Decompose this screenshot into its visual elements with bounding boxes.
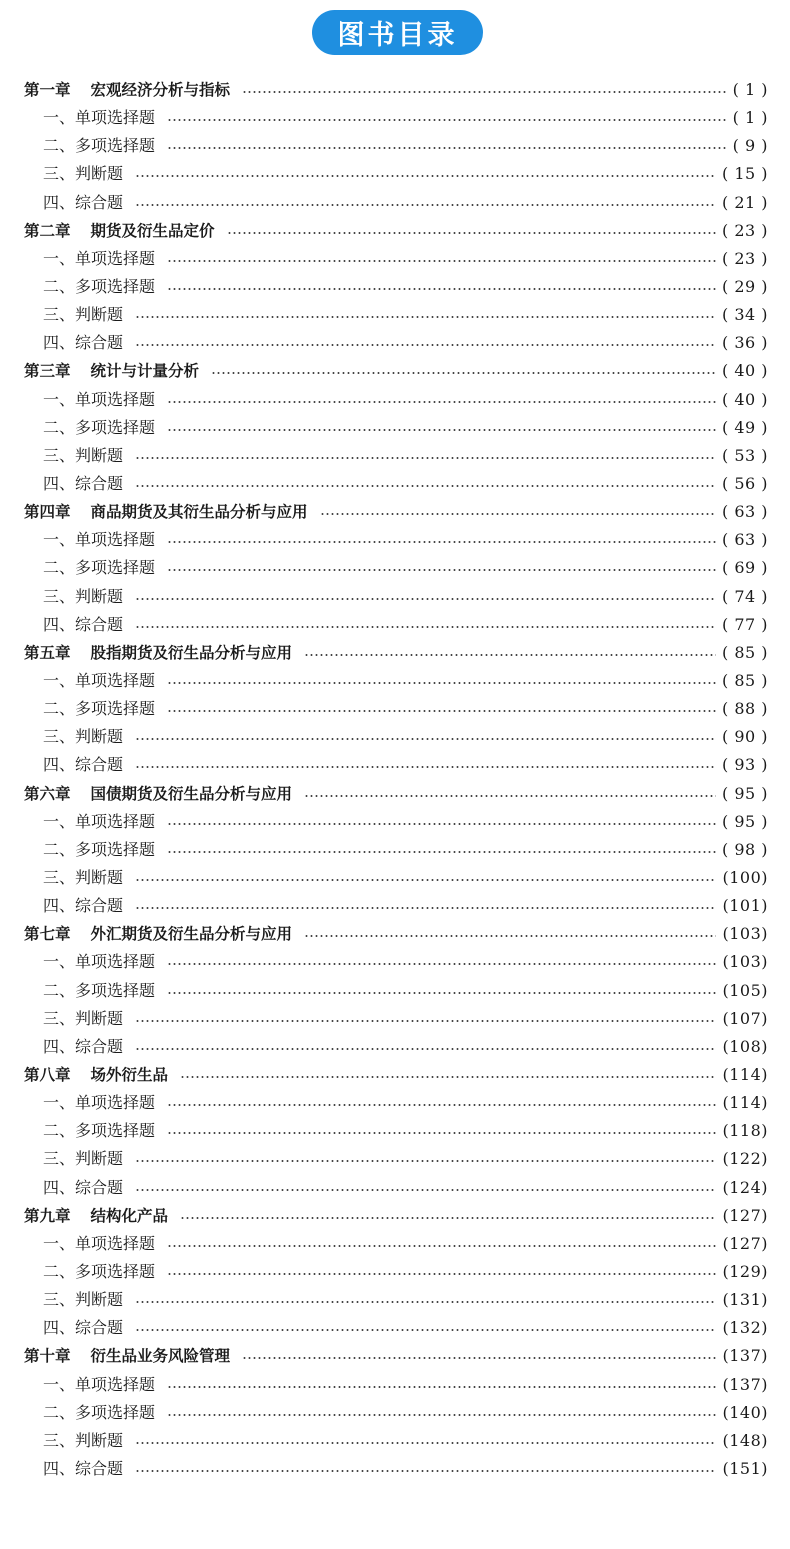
dot-leader <box>304 654 716 656</box>
page-number: ( 9 ) <box>732 136 768 156</box>
section-entry[interactable] <box>0 301 790 329</box>
page-number: ( 56 ) <box>721 474 768 494</box>
section-entry[interactable] <box>0 1089 790 1117</box>
dot-leader <box>167 1273 716 1275</box>
dot-leader <box>135 766 716 768</box>
section-title: 二、多项选择题 <box>43 839 156 859</box>
section-entry[interactable] <box>0 1314 790 1342</box>
page-number: (122) <box>722 1149 768 1169</box>
dot-leader <box>135 1048 716 1050</box>
page-number: ( 90 ) <box>721 727 768 747</box>
dot-leader <box>167 260 716 262</box>
dot-leader <box>135 175 716 177</box>
section-entry[interactable] <box>0 751 790 779</box>
dot-leader <box>135 1470 716 1472</box>
section-title: 四、综合题 <box>43 474 124 494</box>
page-number: (103) <box>722 952 768 972</box>
section-entry[interactable] <box>0 1230 790 1258</box>
chapter-number: 第四章 <box>24 503 71 522</box>
chapter-number: 第八章 <box>24 1065 71 1084</box>
chapter-name: 宏观经济分析与指标 <box>90 81 231 100</box>
section-title: 二、多项选择题 <box>43 1402 156 1422</box>
page-number: (107) <box>722 1008 768 1028</box>
dot-leader <box>180 1076 716 1078</box>
dot-leader <box>135 598 716 600</box>
page-number: (105) <box>722 980 768 1000</box>
section-title: 四、综合题 <box>43 1036 124 1056</box>
chapter-number: 第一章 <box>24 81 71 100</box>
section-title: 三、判断题 <box>43 1430 124 1450</box>
chapter-number: 第二章 <box>24 221 71 240</box>
section-title: 三、判断题 <box>43 1290 124 1310</box>
chapter-title <box>24 76 242 104</box>
page-number: (103) <box>722 924 768 944</box>
section-title: 一、单项选择题 <box>43 389 156 409</box>
section-title: 一、单项选择题 <box>43 1233 156 1253</box>
section-entry[interactable] <box>0 554 790 582</box>
section-entry[interactable] <box>0 1455 790 1483</box>
chapter-number: 第五章 <box>24 643 71 662</box>
section-entry[interactable] <box>0 977 790 1005</box>
page-number: (140) <box>722 1402 768 1422</box>
section-entry[interactable] <box>0 1033 790 1061</box>
chapter-name: 结构化产品 <box>90 1206 169 1225</box>
dot-leader <box>304 795 716 797</box>
dot-leader <box>167 1414 716 1416</box>
page-number: (114) <box>722 1093 768 1113</box>
page-number: (101) <box>722 896 768 916</box>
section-title: 四、综合题 <box>43 333 124 353</box>
section-title: 三、判断题 <box>43 1149 124 1169</box>
section-entry[interactable] <box>0 723 790 751</box>
page-number: ( 40 ) <box>721 389 768 409</box>
section-title: 四、综合题 <box>43 1318 124 1338</box>
section-entry[interactable] <box>0 160 790 188</box>
dot-leader <box>167 823 716 825</box>
page-number: ( 74 ) <box>721 586 768 606</box>
section-entry[interactable] <box>0 611 790 639</box>
section-title: 四、综合题 <box>43 755 124 775</box>
section-entry[interactable] <box>0 1258 790 1286</box>
section-entry[interactable] <box>0 1286 790 1314</box>
chapter-name: 统计与计量分析 <box>90 362 200 381</box>
chapter-entry[interactable] <box>0 76 790 104</box>
chapter-number: 第九章 <box>24 1206 71 1225</box>
page-number: (151) <box>722 1458 768 1478</box>
section-entry[interactable] <box>0 442 790 470</box>
page-number: (127) <box>722 1233 768 1253</box>
dot-leader <box>135 1020 716 1022</box>
page-number: ( 95 ) <box>721 783 768 803</box>
page-number: ( 85 ) <box>721 671 768 691</box>
section-entry[interactable] <box>0 386 790 414</box>
section-title: 一、单项选择题 <box>43 811 156 831</box>
section-entry[interactable] <box>0 892 790 920</box>
dot-leader <box>167 1245 716 1247</box>
dot-leader <box>135 1189 716 1191</box>
dot-leader <box>167 569 716 571</box>
page-number: ( 40 ) <box>721 361 768 381</box>
section-title: 二、多项选择题 <box>43 1261 156 1281</box>
section-title: 三、判断题 <box>43 1008 124 1028</box>
chapter-name: 期货及衍生品定价 <box>90 221 215 240</box>
chapter-entry[interactable] <box>0 1202 790 1230</box>
dot-leader <box>167 851 716 853</box>
page-number: ( 34 ) <box>721 305 768 325</box>
dot-leader <box>167 710 716 712</box>
page-number: (127) <box>722 1205 768 1225</box>
section-entry[interactable] <box>0 836 790 864</box>
section-entry[interactable] <box>0 1370 790 1398</box>
chapter-name: 国债期货及衍生品分析与应用 <box>90 784 293 803</box>
chapter-entry[interactable] <box>0 780 790 808</box>
section-entry[interactable] <box>0 245 790 273</box>
dot-leader <box>167 682 716 684</box>
chapter-entry[interactable] <box>0 1342 790 1370</box>
section-entry[interactable] <box>0 583 790 611</box>
section-title: 二、多项选择题 <box>43 1121 156 1141</box>
page-number: (131) <box>722 1290 768 1310</box>
section-entry[interactable] <box>0 667 790 695</box>
section-entry[interactable] <box>0 273 790 301</box>
section-title: 三、判断题 <box>43 305 124 325</box>
section-title: 一、单项选择题 <box>43 530 156 550</box>
section-title: 一、单项选择题 <box>43 671 156 691</box>
page-number: ( 63 ) <box>721 530 768 550</box>
chapter-number: 第七章 <box>24 925 71 944</box>
dot-leader <box>135 1442 716 1444</box>
page-number: ( 1 ) <box>732 80 768 100</box>
section-title: 一、单项选择题 <box>43 108 156 128</box>
dot-leader <box>135 457 716 459</box>
dot-leader <box>135 485 716 487</box>
dot-leader <box>167 429 716 431</box>
dot-leader <box>135 738 716 740</box>
page-number: (148) <box>722 1430 768 1450</box>
dot-leader <box>211 372 716 374</box>
section-entry[interactable] <box>0 808 790 836</box>
dot-leader <box>135 1301 716 1303</box>
dot-leader <box>135 1329 716 1331</box>
chapter-entry[interactable] <box>0 639 790 667</box>
page-number: ( 1 ) <box>732 108 768 128</box>
chapter-title <box>24 780 304 808</box>
section-title: 一、单项选择题 <box>43 1374 156 1394</box>
section-entry[interactable] <box>0 414 790 442</box>
dot-leader <box>135 626 716 628</box>
chapter-title <box>24 1202 180 1230</box>
chapter-number: 第六章 <box>24 784 71 803</box>
page-number: ( 15 ) <box>721 164 768 184</box>
chapter-entry[interactable] <box>0 217 790 245</box>
section-title: 三、判断题 <box>43 164 124 184</box>
section-title: 二、多项选择题 <box>43 980 156 1000</box>
section-entry[interactable] <box>0 329 790 357</box>
page-number: ( 36 ) <box>721 333 768 353</box>
page-number: (137) <box>722 1346 768 1366</box>
page-number: ( 77 ) <box>721 614 768 634</box>
section-entry[interactable] <box>0 1005 790 1033</box>
section-entry[interactable] <box>0 1399 790 1427</box>
section-title: 三、判断题 <box>43 868 124 887</box>
section-title: 四、综合题 <box>43 614 124 634</box>
section-title: 二、多项选择题 <box>43 417 156 437</box>
chapter-name: 场外衍生品 <box>90 1065 169 1084</box>
chapter-entry[interactable] <box>0 920 790 948</box>
chapter-entry[interactable] <box>0 498 790 526</box>
section-title: 一、单项选择题 <box>43 248 156 268</box>
section-entry[interactable] <box>0 1173 790 1201</box>
section-title: 一、单项选择题 <box>43 952 156 972</box>
dot-leader <box>167 963 716 965</box>
dot-leader <box>135 879 716 881</box>
dot-leader <box>167 1132 716 1134</box>
section-title: 三、判断题 <box>43 445 124 465</box>
dot-leader <box>167 541 716 543</box>
dot-leader <box>135 204 716 206</box>
page-number: ( 95 ) <box>721 811 768 831</box>
toc-title: 图书目录 <box>312 10 483 55</box>
page-number: ( 49 ) <box>721 417 768 437</box>
dot-leader <box>167 1386 716 1388</box>
page-number: (118) <box>722 1121 768 1141</box>
section-entry[interactable] <box>0 526 790 554</box>
dot-leader <box>167 147 727 149</box>
section-entry[interactable] <box>0 1117 790 1145</box>
section-entry[interactable] <box>0 470 790 498</box>
dot-leader <box>242 91 727 93</box>
chapter-name: 股指期货及衍生品分析与应用 <box>90 643 293 662</box>
section-title: 四、综合题 <box>43 896 124 916</box>
page-number: ( 23 ) <box>721 220 768 240</box>
dot-leader <box>227 232 716 234</box>
chapter-number: 第十章 <box>24 1347 71 1366</box>
page-number: (129) <box>722 1261 768 1281</box>
chapter-name: 商品期货及其衍生品分析与应用 <box>90 503 308 522</box>
dot-leader <box>167 401 716 403</box>
page-number: ( 69 ) <box>721 558 768 578</box>
dot-leader <box>167 119 727 121</box>
dot-leader <box>242 1357 716 1359</box>
dot-leader <box>167 1104 716 1106</box>
section-entry[interactable] <box>0 104 790 132</box>
section-entry[interactable] <box>0 864 790 892</box>
section-title: 三、判断题 <box>43 586 124 606</box>
chapter-name: 外汇期货及衍生品分析与应用 <box>90 925 293 944</box>
page-number: (137) <box>722 1374 768 1394</box>
chapter-number: 第三章 <box>24 362 71 381</box>
page-number: (132) <box>722 1318 768 1338</box>
dot-leader <box>135 344 716 346</box>
chapter-title <box>24 498 320 526</box>
chapter-entry[interactable] <box>0 357 790 385</box>
section-title: 二、多项选择题 <box>43 699 156 719</box>
chapter-entry[interactable] <box>0 1061 790 1089</box>
section-title: 四、综合题 <box>43 1458 124 1478</box>
chapter-title <box>24 217 227 245</box>
chapter-title <box>24 639 304 667</box>
chapter-name: 衍生品业务风险管理 <box>90 1347 231 1366</box>
section-entry[interactable] <box>0 1145 790 1173</box>
page-number: ( 21 ) <box>721 192 768 212</box>
page-number: (124) <box>722 1177 768 1197</box>
dot-leader <box>304 935 716 937</box>
section-title: 三、判断题 <box>43 727 124 747</box>
chapter-title <box>24 357 211 385</box>
section-title: 四、综合题 <box>43 1177 124 1197</box>
section-title: 一、单项选择题 <box>43 1093 156 1113</box>
dot-leader <box>320 513 716 515</box>
section-title: 二、多项选择题 <box>43 277 156 297</box>
table-of-contents <box>0 76 790 1483</box>
section-title: 二、多项选择题 <box>43 136 156 156</box>
section-entry[interactable] <box>0 695 790 723</box>
dot-leader <box>135 1160 716 1162</box>
section-title: 四、综合题 <box>43 192 124 212</box>
dot-leader <box>180 1217 716 1219</box>
page-number: ( 23 ) <box>721 248 768 268</box>
section-entry[interactable] <box>0 948 790 976</box>
section-entry[interactable] <box>0 132 790 160</box>
chapter-title <box>24 920 304 948</box>
page-number: (100) <box>722 868 768 887</box>
dot-leader <box>167 288 716 290</box>
page-number: ( 93 ) <box>721 755 768 775</box>
section-entry[interactable] <box>0 189 790 217</box>
dot-leader <box>135 907 716 909</box>
page-number: (114) <box>722 1064 768 1084</box>
page-number: ( 29 ) <box>721 277 768 297</box>
dot-leader <box>167 992 716 994</box>
page-number: ( 85 ) <box>721 642 768 662</box>
chapter-title <box>24 1342 242 1370</box>
page-number: ( 98 ) <box>721 839 768 859</box>
page-number: ( 53 ) <box>721 445 768 465</box>
dot-leader <box>135 316 716 318</box>
page-number: (108) <box>722 1036 768 1056</box>
page-number: ( 63 ) <box>721 502 768 522</box>
section-title: 二、多项选择题 <box>43 558 156 578</box>
section-entry[interactable] <box>0 1427 790 1455</box>
page-number: ( 88 ) <box>721 699 768 719</box>
chapter-title <box>24 1061 180 1089</box>
